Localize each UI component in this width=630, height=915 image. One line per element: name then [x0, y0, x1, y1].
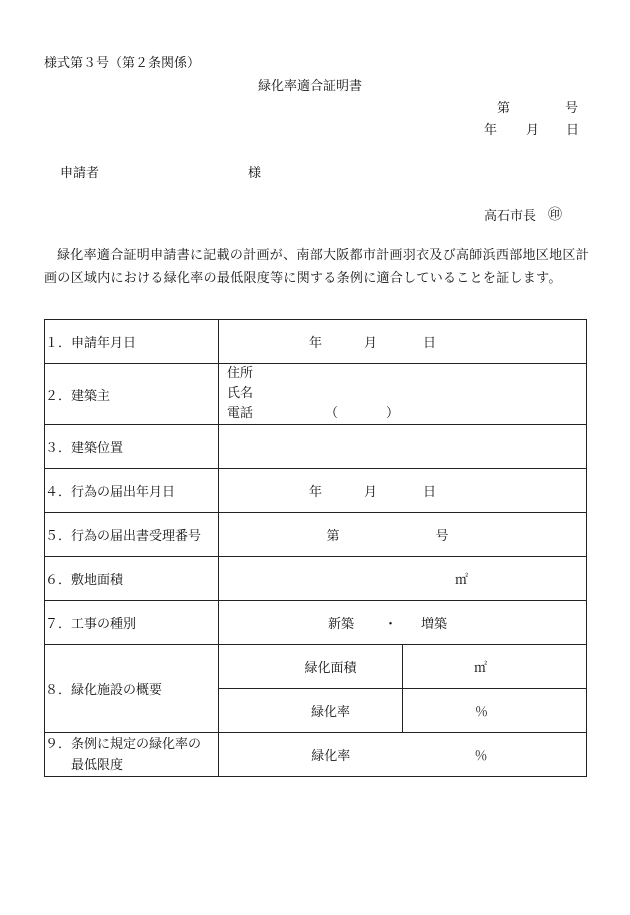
- greening-area-label: 緑化面積: [304, 661, 357, 676]
- greening-area-field[interactable]: [403, 645, 587, 689]
- row-label: [45, 601, 219, 645]
- certificate-table: [44, 319, 587, 777]
- separator-dot: ・: [384, 617, 398, 632]
- area-unit: ㎡: [455, 573, 469, 588]
- table-row-location: [45, 425, 587, 469]
- row-label: [45, 557, 219, 601]
- day-unit: 日: [423, 336, 437, 351]
- number-go: 号: [435, 529, 449, 544]
- greening-rate-label: 緑化率: [310, 705, 350, 720]
- construction-type-field[interactable]: [219, 601, 587, 645]
- notification-date-field[interactable]: [219, 469, 587, 513]
- table-row-minimum-rate: [45, 733, 587, 777]
- date-month: 月: [526, 123, 540, 138]
- site-area-field[interactable]: [219, 557, 587, 601]
- owner-field[interactable]: [219, 364, 587, 425]
- row-number: ４．: [45, 485, 72, 500]
- row-number: ３．: [45, 441, 72, 456]
- certification-text: 緑化率適合証明申請書に記載の計画が、南部大阪都市計画羽衣及び高師浜西部地区地区計画の区域内における緑化率の最低限度等に関する条例に適合していることを証します。: [44, 248, 590, 286]
- row-label: [45, 425, 219, 469]
- date-year: 年: [484, 123, 498, 138]
- row-label-text: 建築位置: [71, 441, 124, 456]
- greening-rate-label-cell: [219, 689, 403, 733]
- row-label-text-line2: 最低限度: [71, 757, 124, 773]
- table-row-application-date: [45, 320, 587, 364]
- phone-label: 電話: [227, 406, 254, 421]
- greening-area-label-cell: [219, 645, 403, 689]
- receipt-number-field[interactable]: [219, 513, 587, 557]
- row-label-text: 行為の届出書受理番号: [71, 529, 202, 544]
- row-label-text: 工事の種別: [71, 617, 137, 632]
- row-number: ５．: [45, 529, 72, 544]
- name-label: 氏名: [227, 386, 254, 401]
- greening-rate-field[interactable]: [403, 689, 587, 733]
- table-row-site-area: [45, 557, 587, 601]
- row-number: ２．: [45, 388, 72, 404]
- row-number: ６．: [45, 573, 72, 588]
- row-number: ８．: [45, 683, 72, 698]
- number-dai: 第: [326, 529, 340, 544]
- seal-mark: ㊞: [548, 207, 562, 223]
- percent-unit: ％: [475, 705, 489, 720]
- extension-option[interactable]: 増築: [421, 617, 448, 632]
- row-label: [45, 364, 219, 425]
- row-label-text: 緑化施設の概要: [71, 683, 163, 698]
- applicant-label: 申請者: [60, 166, 100, 181]
- table-row-construction-type: [45, 601, 587, 645]
- issuer-name: 高石市長: [484, 209, 537, 224]
- row-label: [45, 469, 219, 513]
- area-unit: ㎡: [474, 661, 488, 676]
- new-build-option[interactable]: 新築: [327, 617, 354, 632]
- minimum-rate-label: 緑化率: [311, 749, 351, 764]
- row-label-text: 行為の届出年月日: [71, 485, 176, 500]
- applicant-sama: 様: [248, 166, 262, 181]
- minimum-rate-field[interactable]: [403, 733, 587, 777]
- row-label: [45, 733, 219, 777]
- application-date-field[interactable]: [219, 320, 587, 364]
- year-unit: 年: [308, 485, 322, 500]
- paren-open: （: [325, 406, 339, 421]
- number-dai: 第: [497, 101, 511, 116]
- table-row-notification-date: [45, 469, 587, 513]
- row-label: [45, 645, 219, 733]
- form-number: 様式第３号（第２条関係）: [44, 56, 201, 71]
- row-label-text: 条例に規定の緑化率の: [71, 736, 202, 752]
- month-unit: 月: [364, 336, 378, 351]
- minimum-rate-label-cell: [219, 733, 403, 777]
- row-label-text: 敷地面積: [71, 573, 124, 588]
- row-number: ７．: [45, 617, 72, 632]
- table-row-greening-area: [45, 645, 587, 689]
- table-row-receipt-number: [45, 513, 587, 557]
- year-unit: 年: [308, 336, 322, 351]
- date-day: 日: [566, 123, 580, 138]
- row-label: [45, 513, 219, 557]
- document-title: 緑化率適合証明書: [258, 79, 363, 94]
- percent-unit: ％: [474, 749, 488, 764]
- row-label-text: 建築主: [71, 388, 111, 404]
- number-go: 号: [565, 101, 579, 116]
- phone-line: [227, 404, 586, 424]
- month-unit: 月: [364, 485, 378, 500]
- location-field[interactable]: [219, 425, 587, 469]
- table-row-owner: [45, 364, 587, 425]
- day-unit: 日: [423, 485, 437, 500]
- row-number: １．: [45, 336, 72, 351]
- row-number: ９．: [45, 736, 72, 752]
- address-label: 住所: [227, 366, 254, 381]
- row-label-text: 申請年月日: [71, 336, 137, 351]
- row-label: [45, 320, 219, 364]
- paren-close: ）: [386, 406, 400, 421]
